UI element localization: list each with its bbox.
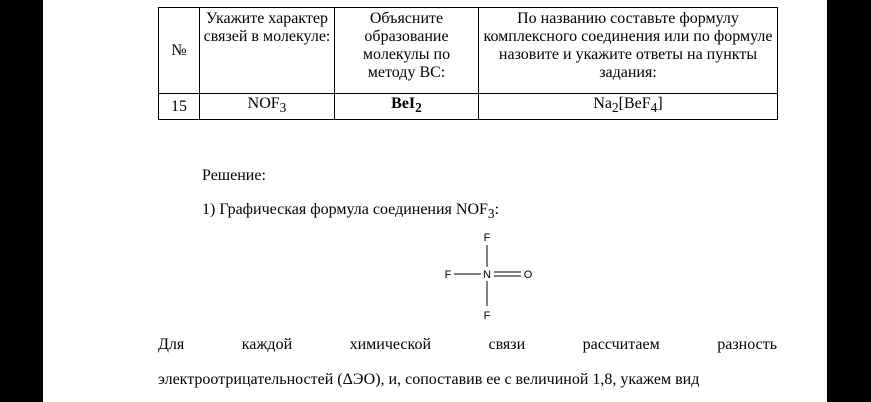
nof3-structural-formula	[441, 228, 581, 328]
atom-o-right: O	[523, 269, 533, 281]
step1-text: 1) Графическая формула соединения $NOF_3$:	[202, 201, 500, 222]
cell-nof3: $NOF_3$	[200, 94, 335, 120]
cell-na2bef4: $Na_2[BeF_4]$	[479, 94, 778, 120]
atom-f-left: F	[444, 269, 452, 281]
header-complex-formula: По названию составьте формулу комплексного соединения или по формуле назовите и укажите ответы на пункты задания:	[479, 8, 778, 94]
paragraph-word: разность	[717, 336, 777, 353]
paragraph-line-2: электроотрицательностей (ΔЭО), и, сопоставив ее с величиной 1,8, укажем вид	[158, 371, 700, 388]
document-page	[43, 0, 827, 402]
table-header-row	[159, 8, 778, 94]
header-vb-method: Объясните образование молекулы по методу ВС:	[335, 8, 479, 94]
cell-bei2: BeI$_2$	[335, 94, 479, 120]
atom-f-bottom: F	[483, 310, 491, 322]
atom-n-center: N	[483, 269, 491, 281]
header-number: №	[159, 8, 200, 94]
paragraph-word: химической	[349, 336, 432, 353]
table-row	[159, 94, 778, 120]
paragraph-line-1	[158, 336, 777, 354]
row-number: 15	[159, 94, 200, 120]
paragraph-word: рассчитаем	[582, 336, 660, 353]
paragraph-word: каждой	[241, 336, 293, 353]
header-bond-character: Укажите характер связей в молекуле:	[200, 8, 335, 94]
task-table	[158, 7, 778, 120]
atom-f-top: F	[483, 232, 491, 244]
solution-label: Решение:	[202, 167, 266, 184]
paragraph-word: Для	[158, 336, 185, 353]
paragraph-word: связи	[488, 336, 526, 353]
